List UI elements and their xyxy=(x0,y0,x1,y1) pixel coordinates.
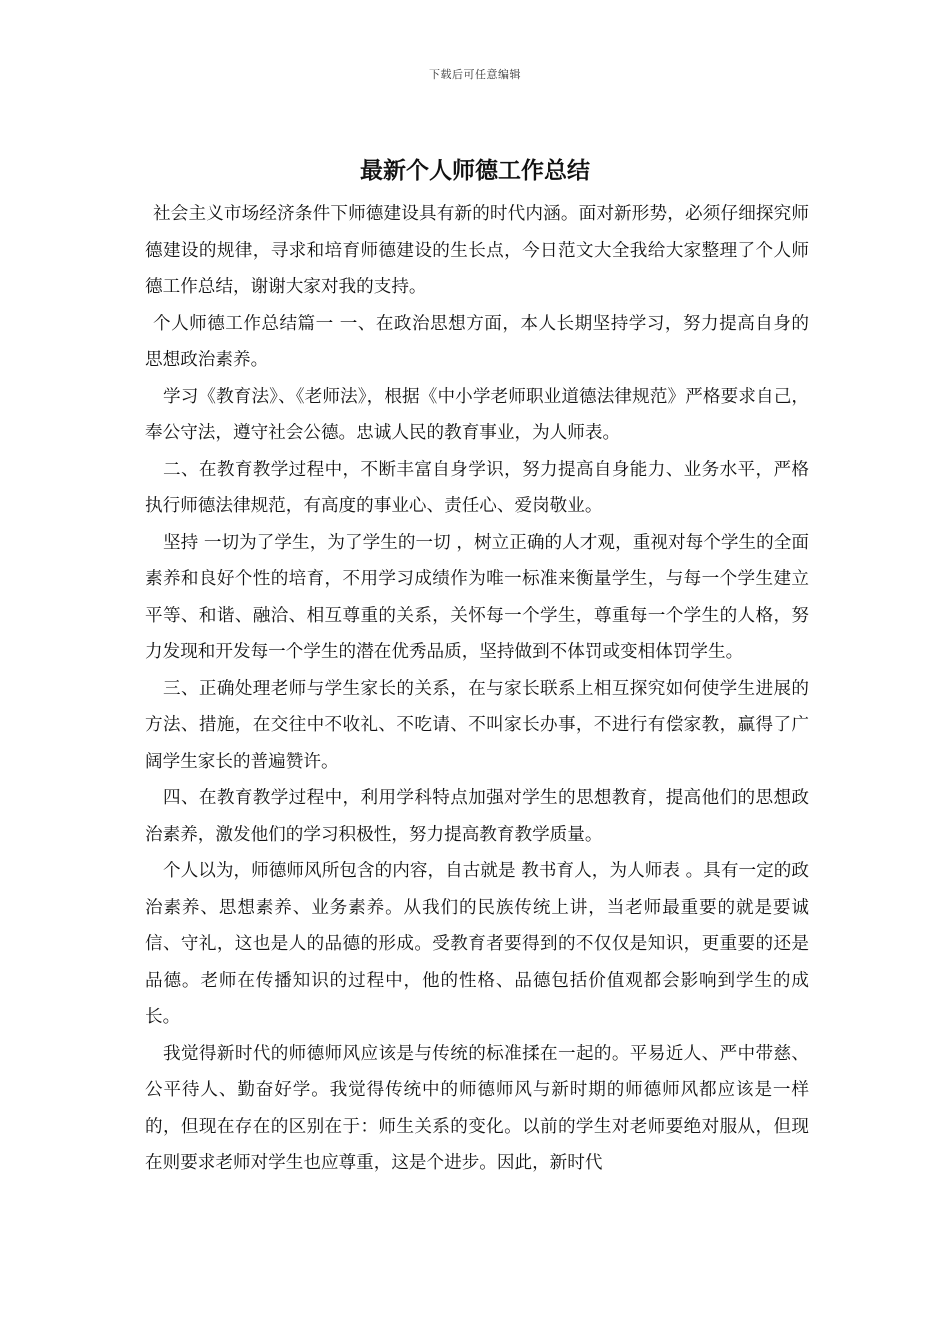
paragraph-new-era: 我觉得新时代的师德师风应该是与传统的标准揉在一起的。平易近人、严中带慈、公平待人、勤奋好学。我觉得传统中的师德师风与新时期的师德师风都应该是一样的，但现在存在的区别在于：师生关系的变化。以前的学生对老师要绝对服从，但现在则要求老师对学生也应尊重，这是个进步。因此，新时代 xyxy=(145,1043,809,1173)
paragraph-part-one: 个人师德工作总结篇一 一、在政治思想方面，本人长期坚持学习，努力提高自身的思想政治素养。 xyxy=(145,313,809,370)
paragraph-personal-view: 个人以为，师德师风所包含的内容，自古就是 教书育人，为人师表 。具有一定的政治素养、思想素养、业务素养。从我们的民族传统上讲，当老师最重要的就是要诚信、守礼，这也是人的品德的形成。受教育者要得到的不仅仅是知识，更重要的还是品德。老师在传播知识的过程中，他的性格、品德包括价值观都会影响到学生的成长。 xyxy=(145,861,809,1027)
paragraph-intro: 社会主义市场经济条件下师德建设具有新的时代内涵。面对新形势，必须仔细探究师德建设的规律，寻求和培育师德建设的生长点，今日范文大全我给大家整理了个人师德工作总结，谢谢大家对我的支持。 xyxy=(145,204,809,297)
paragraph-point-two: 二、在教育教学过程中，不断丰富自身学识，努力提高自身能力、业务水平，严格执行师德法律规范，有高度的事业心、责任心、爱岗敬业。 xyxy=(145,459,809,516)
header-note: 下载后可任意编辑 xyxy=(429,68,521,81)
document-body xyxy=(145,196,809,1182)
paragraph-study-laws: 学习《教育法》、《老师法》，根据《中小学老师职业道德法律规范》严格要求自己，奉公守法，遵守社会公德。忠诚人民的教育事业，为人师表。 xyxy=(145,386,809,443)
paragraph-for-students: 坚持 一切为了学生，为了学生的一切 ，树立正确的人才观，重视对每个学生的全面素养和良好个性的培育，不用学习成绩作为唯一标准来衡量学生，与每一个学生建立平等、和谐、融洽、相互尊重的关系，关怀每一个学生，尊重每一个学生的人格，努力发现和开发每一个学生的潜在优秀品质，坚持做到不体罚或变相体罚学生。 xyxy=(145,532,809,662)
paragraph-point-three: 三、正确处理老师与学生家长的关系，在与家长联系上相互探究如何使学生进展的方法、措施，在交往中不收礼、不吃请、不叫家长办事，不进行有偿家教，赢得了广阔学生家长的普遍赞许。 xyxy=(145,678,809,772)
document-title: 最新个人师德工作总结 xyxy=(360,157,590,184)
paragraph-point-four: 四、在教育教学过程中，利用学科特点加强对学生的思想教育，提高他们的思想政治素养，激发他们的学习积极性，努力提高教育教学质量。 xyxy=(145,788,809,845)
